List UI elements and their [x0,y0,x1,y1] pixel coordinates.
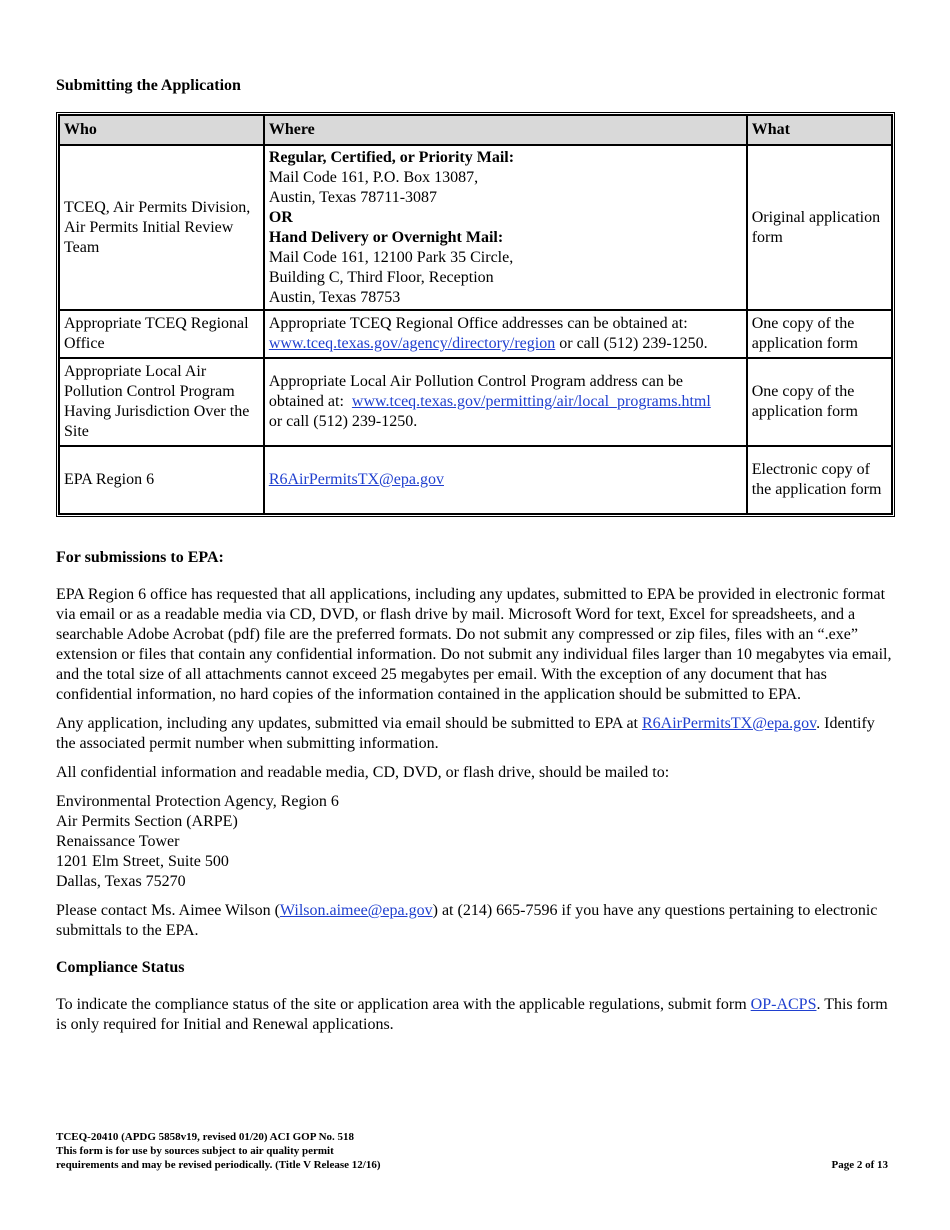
header-what: What [747,115,892,145]
regional-office-link[interactable]: www.tceq.texas.gov/agency/directory/region [268,335,556,352]
cell-who: Appropriate TCEQ Regional Office [59,310,264,358]
text-span: Please contact Ms. Aimee Wilson ( [56,902,280,919]
cell-what: One copy of the application form [747,358,892,446]
table-row [59,358,892,446]
hand-line: Building C, Third Floor, Reception [268,268,494,286]
table-header-row [59,115,892,145]
hand-heading: Hand Delivery or Overnight Mail: [268,228,504,246]
epa-mail-paragraph: All confidential information and readable media, CD, DVD, or flash drive, should be mailed to: [56,764,670,781]
text-span: Any application, including any updates, submitted via email should be submitted to EPA at [56,715,642,732]
hand-line: Mail Code 161, 12100 Park 35 Circle, [268,248,514,266]
submission-table [56,112,895,517]
epa-heading: For submissions to EPA: [56,549,224,566]
address-line: Air Permits Section (ARPE) [56,813,238,830]
compliance-paragraph [56,995,894,1035]
epa-address [56,792,894,892]
cell-where [264,145,747,310]
cell-who: EPA Region 6 [59,446,264,514]
cell-who: TCEQ, Air Permits Division, Air Permits Initial Review Team [59,145,264,310]
address-line: 1201 Elm Street, Suite 500 [56,853,229,870]
table-row [59,310,892,358]
epa-paragraph: EPA Region 6 office has requested that all applications, including any updates, submitted to EPA be provided in electronic format via email or as a readable media via CD, DVD, or flash drive by mail. Microsoft Word for text, Excel for spreadsheets, and a searchable Adobe Acrobat (pdf) file are the preferred formats. Do not submit any compressed or zip files, files with an “.exe” extension or files that contain any confidential information. Do not submit any individual files larger than 10 megabytes via email, and the total size of all attachments cannot exceed 25 megabytes per email. With the exception of any document that has confidential information, no hard copies of the information contained in the application should be submitted to EPA. [56,586,892,703]
epa-email-link-2[interactable]: R6AirPermitsTX@epa.gov [642,715,817,732]
text-span: . Identify the associated permit number when submitting information. [56,715,875,752]
or-label: OR [268,208,293,226]
where-text: Appropriate TCEQ Regional Office addresses can be obtained at: [268,315,688,332]
where-suffix: or call (512) 239-1250. [268,413,418,430]
page-footer [56,1130,888,1172]
epa-section [56,548,894,1044]
contact-paragraph [56,901,894,941]
text-span: . This form is only required for Initial and Renewal applications. [56,996,888,1033]
address-line: Dallas, Texas 75270 [56,873,186,890]
header-who: Who [59,115,264,145]
cell-what: One copy of the application form [747,310,892,358]
local-programs-link[interactable]: www.tceq.texas.gov/permitting/air/local_programs.html [351,393,711,410]
address-line: Renaissance Tower [56,833,180,850]
text-span: To indicate the compliance status of the site or application area with the applicable regulations, submit form [56,996,751,1013]
hand-line: Austin, Texas 78753 [268,288,401,306]
cell-what: Electronic copy of the application form [747,446,892,514]
table-row [59,145,892,310]
where-suffix: or call (512) 239-1250. [555,335,708,352]
mail-heading: Regular, Certified, or Priority Mail: [268,148,515,166]
cell-what: Original application form [747,145,892,310]
address-line: Environmental Protection Agency, Region 6 [56,793,339,810]
cell-where [264,358,747,446]
compliance-heading: Compliance Status [56,959,185,976]
mail-line: Mail Code 161, P.O. Box 13087, [268,168,479,186]
epa-email-link[interactable]: R6AirPermitsTX@epa.gov [268,471,444,488]
op-acps-link[interactable]: OP-ACPS [750,996,817,1013]
footer-line: requirements and may be revised periodically. (Title V Release 12/16) [56,1159,381,1171]
footer-line: This form is for use by sources subject to air quality permit [56,1145,334,1157]
cell-who: Appropriate Local Air Pollution Control Program Having Jurisdiction Over the Site [59,358,264,446]
header-where: Where [264,115,747,145]
contact-email-link[interactable]: Wilson.aimee@epa.gov [279,902,433,919]
footer-line: TCEQ-20410 (APDG 5858v19, revised 01/20) ACI GOP No. 518 [56,1131,355,1143]
section-title: Submitting the Application [56,77,241,94]
epa-email-paragraph [56,714,894,754]
cell-where [264,446,747,514]
page-number: Page 2 of 13 [831,1159,888,1171]
table-row [59,446,892,514]
text-span: ) at (214) 665-7596 if you have any questions pertaining to electronic submittals to the EPA. [56,902,878,939]
cell-where [264,310,747,358]
mail-line: Austin, Texas 78711-3087 [268,188,438,206]
where-text: Appropriate Local Air Pollution Control Program address can be obtained at: [268,373,683,410]
